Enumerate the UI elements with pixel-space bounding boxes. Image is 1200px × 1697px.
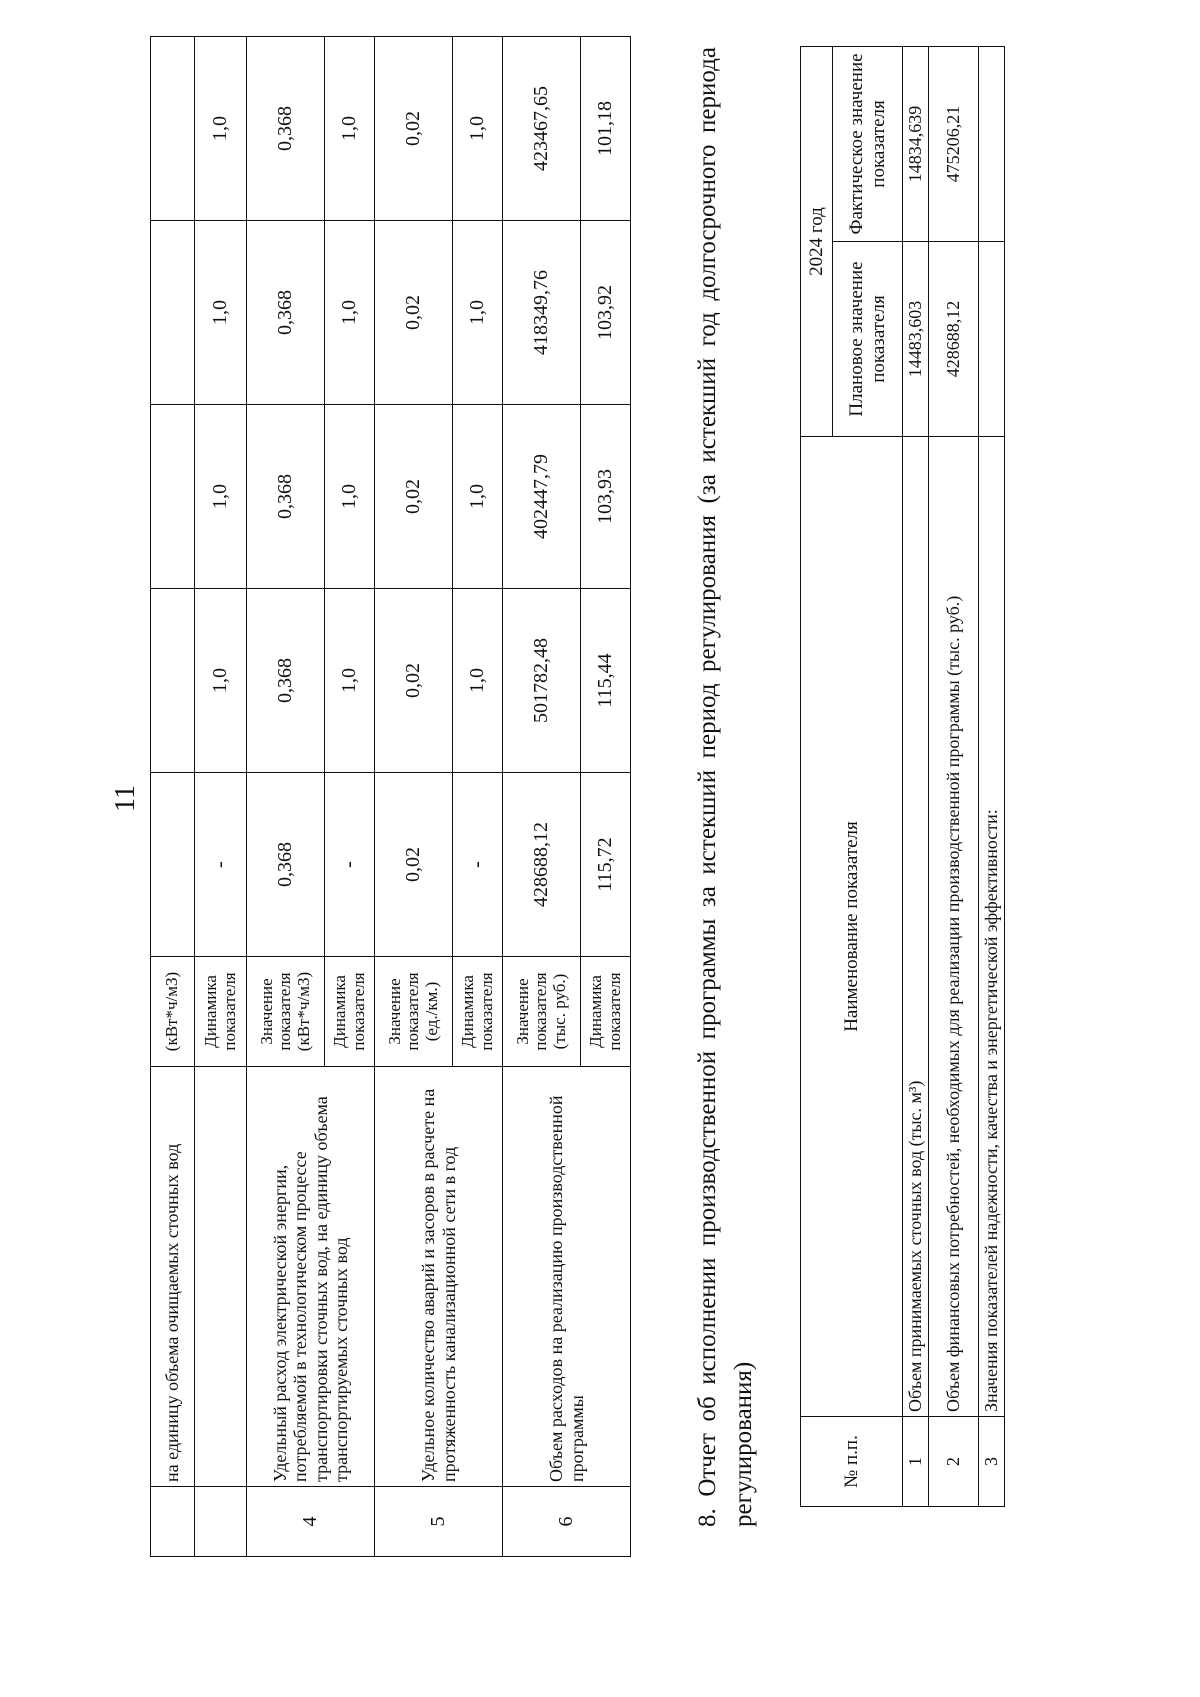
indicator-name: Объем финансовых потребностей, необходимых для реализации производственной программы (тыс. руб.) (929, 437, 979, 1417)
row-number: 4 (247, 1487, 375, 1557)
cell-value: 0,368 (247, 773, 325, 957)
cell-value: 1,0 (195, 589, 247, 773)
indicator-name: Удельный расход электрической энергии, потребляемой в технологическом процессе транспортировки сточных вод, на единицу объема транспортируемых сточных вод (247, 1067, 375, 1487)
cell-value: 0,368 (247, 589, 325, 773)
report-table (800, 46, 1005, 1507)
col-header-fact: Фактическое значение показателя (833, 46, 903, 241)
cell-value: 101,18 (581, 37, 631, 221)
fact-value (979, 46, 1005, 241)
cell-value: 0,02 (375, 221, 453, 405)
cell-value: 1,0 (195, 37, 247, 221)
cell-value: 1,0 (453, 405, 503, 589)
cell-value: - (325, 773, 375, 957)
indicators-table (150, 36, 631, 1557)
cell-value: 0,02 (375, 773, 453, 957)
col-header-plan: Плановое значение показателя (833, 242, 903, 437)
cell-value: - (195, 773, 247, 957)
cell-value: 0,02 (375, 405, 453, 589)
table-row (151, 37, 195, 1557)
cell-value: 418349,76 (503, 221, 581, 405)
row-label: Динамика показателя (195, 957, 247, 1067)
cell-value: 1,0 (453, 221, 503, 405)
row-label: Значение показателя (ед./км.) (375, 957, 453, 1067)
table-row (979, 46, 1005, 1506)
cell-value: 1,0 (325, 405, 375, 589)
indicator-unit: (кВт*ч/м3) (151, 957, 195, 1067)
cell-value: - (453, 773, 503, 957)
plan-value (979, 242, 1005, 437)
cell-value: 115,44 (581, 589, 631, 773)
row-number: 3 (979, 1417, 1005, 1507)
col-header-name: Наименование показателя (801, 437, 903, 1417)
cell-value: 1,0 (325, 37, 375, 221)
row-label: Динамика показателя (325, 957, 375, 1067)
fact-value: 475206,21 (929, 46, 979, 241)
table-row (195, 37, 247, 1557)
cell-value: 0,368 (247, 37, 325, 221)
row-number: 1 (903, 1417, 929, 1507)
row-label: Значение показателя (кВт*ч/м3) (247, 957, 325, 1067)
cell-value: 1,0 (453, 589, 503, 773)
cell-value: 0,02 (375, 589, 453, 773)
cell-value: 0,368 (247, 405, 325, 589)
fact-value: 14834,639 (903, 46, 929, 241)
table-row (929, 46, 979, 1506)
row-number: 6 (503, 1487, 631, 1557)
plan-value: 428688,12 (929, 242, 979, 437)
cell-value: 428688,12 (503, 773, 581, 957)
cell-value: 115,72 (581, 773, 631, 957)
cell-value: 1,0 (325, 589, 375, 773)
table-row (903, 46, 929, 1506)
col-header-num: № п.п. (801, 1417, 903, 1507)
cell-value: 1,0 (195, 405, 247, 589)
cell-value: 0,02 (375, 37, 453, 221)
plan-value: 14483,603 (903, 242, 929, 437)
row-label: Значение показателя (тыс. руб.) (503, 957, 581, 1067)
table-row (375, 37, 453, 1557)
indicator-name: Удельное количество аварий и засоров в расчете на протяженность канализационной сети в год (375, 1067, 503, 1487)
cell-value: 0,368 (247, 221, 325, 405)
table-row (503, 37, 581, 1557)
indicator-name: Объем расходов на реализацию производственной программы (503, 1067, 631, 1487)
cell-value: 1,0 (325, 221, 375, 405)
indicator-name: на единицу объема очищаемых сточных вод (151, 1067, 195, 1487)
indicator-name: Значения показателей надежности, качества и энергетической эффективности: (979, 437, 1005, 1417)
cell-value: 1,0 (453, 37, 503, 221)
cell-value: 1,0 (195, 221, 247, 405)
row-number: 5 (375, 1487, 503, 1557)
cell-value: 402447,79 (503, 405, 581, 589)
row-label: Динамика показателя (453, 957, 503, 1067)
col-header-year: 2024 год (801, 46, 833, 436)
cell-value: 103,92 (581, 221, 631, 405)
cell-value: 103,93 (581, 405, 631, 589)
table-row (247, 37, 325, 1557)
row-number: 2 (929, 1417, 979, 1507)
page-number: 11 (110, 785, 141, 812)
row-label: Динамика показателя (581, 957, 631, 1067)
cell-value: 423467,65 (503, 37, 581, 221)
section-8-heading: 8. Отчет об исполнении производственной программы за истекший период регулирования (за истекший год долгосрочного периода регулирования) (694, 47, 758, 1527)
indicator-name: Объем принимаемых сточных вод (тыс. м³) (903, 437, 929, 1417)
cell-value: 501782,48 (503, 589, 581, 773)
table-header-row (801, 46, 833, 1506)
